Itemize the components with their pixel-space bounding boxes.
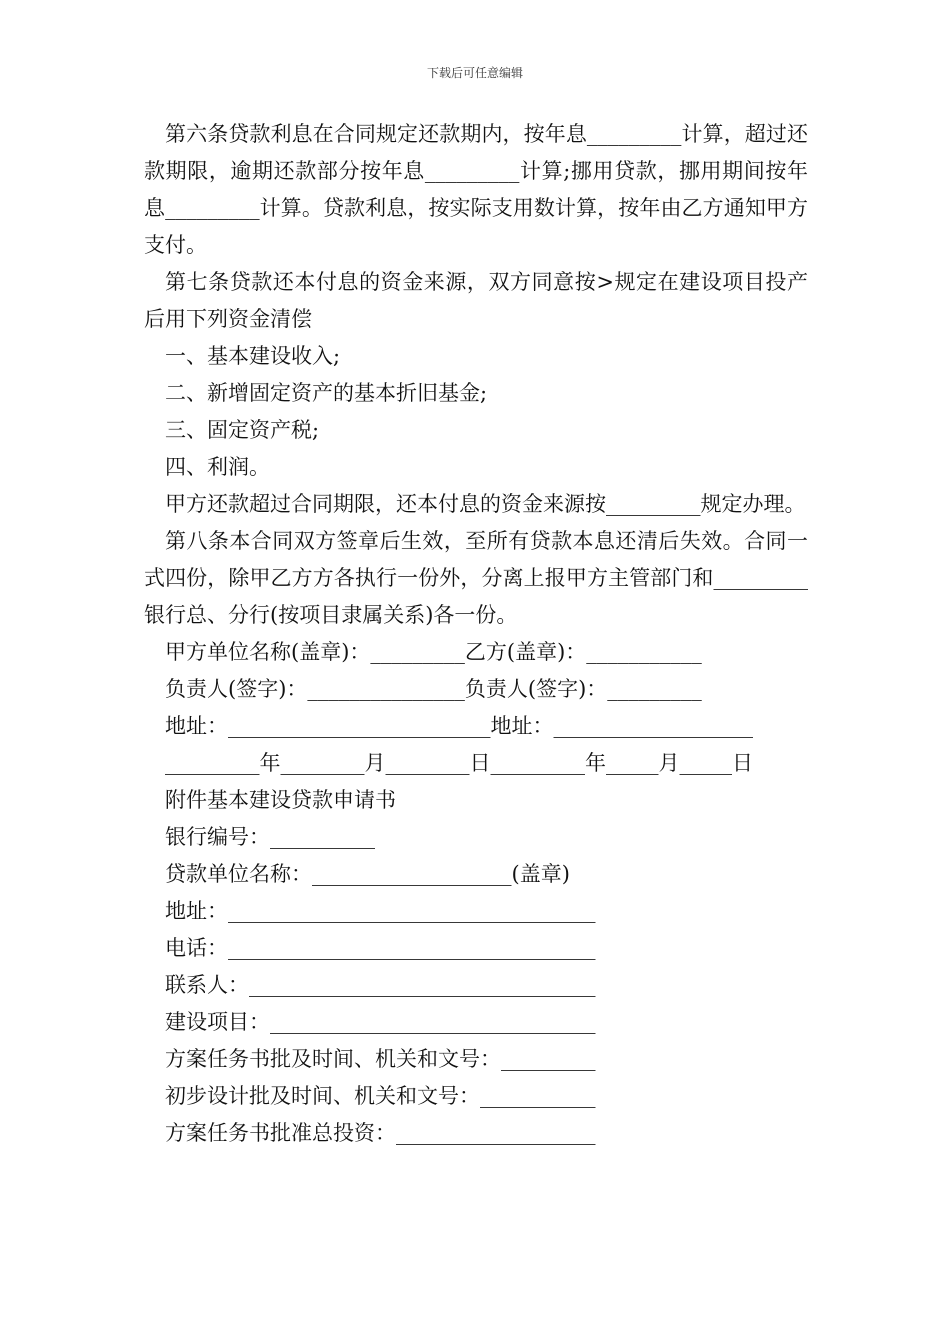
article-8: 第八条本合同双方签章后生效，至所有贷款本息还清后失效。合同一式四份，除甲乙方方各执行一份外，分离上报甲方主管部门和_________银行总、分行(按项目隶属关系)各一份。 — [144, 529, 808, 627]
list-item: 三、固定资产税; — [165, 418, 320, 442]
list-item: 四、利润。 — [165, 455, 270, 479]
project-field: 建设项目：_______________________________ — [165, 1010, 596, 1034]
plan-approval-field: 方案任务书批及时间、机关和文号：_________ — [165, 1047, 596, 1071]
attachment-title: 附件基本建设贷款申请书 — [165, 788, 396, 812]
list-item: 一、基本建设收入; — [165, 344, 341, 368]
plan-investment-field: 方案任务书批准总投资：___________________ — [165, 1121, 596, 1145]
bank-number-field: 银行编号：__________ — [165, 825, 375, 849]
date-field: _________年________月________日_________年_____月_____日 — [165, 751, 753, 775]
design-approval-field: 初步设计批及时间、机关和文号：___________ — [165, 1084, 596, 1108]
list-item: 二、新增固定资产的基本折旧基金; — [165, 381, 488, 405]
contact-field: 联系人：_________________________________ — [165, 973, 596, 997]
article-6: 第六条贷款利息在合同规定还款期内，按年息_________计算，超过还款期限，逾期还款部分按年息_________计算;挪用贷款，挪用期间按年息_________计算。贷款利息，按实际支用数计算，按年由乙方通知甲方支付。 — [144, 122, 808, 257]
phone-field: 电话：___________________________________ — [165, 936, 596, 960]
address-field: 地址：_________________________地址：___________________ — [165, 714, 753, 738]
article-7: 第七条贷款还本付息的资金来源，双方同意按>规定在建设项目投产后用下列资金清偿 — [144, 270, 808, 331]
responsible-person-field: 负责人(签字)：_______________负责人(签字)：_________ — [165, 677, 702, 701]
party-name-field: 甲方单位名称(盖章)：_________乙方(盖章)：___________ — [165, 640, 702, 664]
document-body — [144, 116, 808, 1152]
repayment-clause: 甲方还款超过合同期限，还本付息的资金来源按_________规定办理。 — [165, 492, 806, 516]
borrower-name-field: 贷款单位名称：___________________(盖章) — [165, 862, 570, 886]
borrower-address-field: 地址：___________________________________ — [165, 899, 596, 923]
page-header: 下载后可任意编辑 — [426, 66, 523, 80]
